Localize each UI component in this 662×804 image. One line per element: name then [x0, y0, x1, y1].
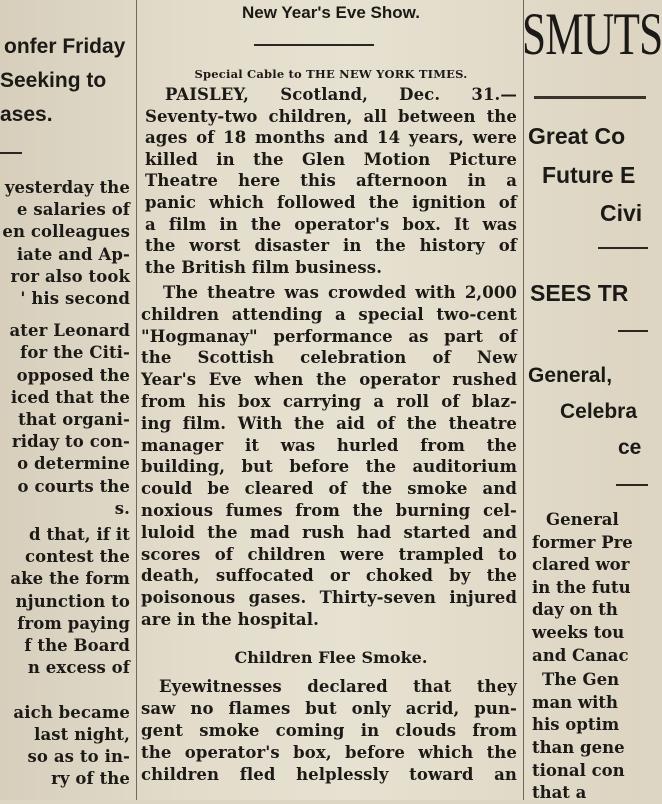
- column-rule-right: [523, 0, 524, 800]
- paragraph3-line: Eyewitnesses declared that they: [159, 677, 517, 696]
- right-banner-rule: [534, 96, 646, 99]
- right-head2: SEES TR: [530, 280, 629, 306]
- paragraph2-line: building, but before the auditorium: [141, 457, 517, 477]
- left-body-line: o courts the: [17, 476, 130, 496]
- right-body-line: General: [546, 510, 619, 529]
- paragraph1-line: PAISLEY, Scotland, Dec. 31.—: [165, 85, 517, 104]
- paragraph2-line: The theatre was crowded with 2,000: [163, 283, 517, 302]
- paragraph2-line: death, suffocated or choked by the: [141, 566, 517, 586]
- left-body-line: njunction to: [15, 591, 130, 611]
- left-body-line: so as to in-: [27, 747, 130, 766]
- right-body-line: man with: [532, 692, 618, 712]
- right-deck-line-2: Future E: [542, 162, 636, 188]
- right-deck-line-1: Great Co: [528, 123, 626, 149]
- left-body-line: ater Leonard: [9, 321, 130, 341]
- left-body-line: from paying: [17, 613, 130, 633]
- column-rule-left: [136, 0, 137, 800]
- middle-article: [141, 0, 521, 800]
- paragraph1-line: killed in the Glen Motion Picture: [145, 149, 517, 169]
- right-deck-line-3: Civi: [600, 200, 643, 226]
- right-deck2-line-2: Celebra: [560, 400, 638, 423]
- right-body-line: former Pre: [532, 532, 633, 552]
- left-body-line: ake the form: [10, 569, 130, 589]
- right-deck2-line-3: ce: [618, 436, 642, 459]
- paragraph2-line: noxious fumes from the burning cel-: [141, 501, 517, 520]
- paragraph2-line: Year's Eve when the operator rushed: [141, 370, 517, 390]
- right-head2-rule: [618, 330, 648, 332]
- right-body-line: and Canac: [532, 645, 629, 665]
- left-body-line: last night,: [34, 724, 130, 744]
- right-column: [522, 0, 662, 803]
- right-deck2-rule: [616, 484, 648, 486]
- left-headline-line-2: Seeking to: [0, 69, 107, 92]
- left-body-line: d that, if it: [28, 525, 130, 544]
- article-dateline: Special Cable to THE NEW YORK TIMES.: [194, 67, 468, 81]
- left-column: [0, 0, 132, 800]
- paragraph2-line: scores of children were trampled to: [141, 544, 517, 564]
- left-body-line: ry of the: [51, 769, 130, 789]
- paragraph2-line: poisonous gases. Thirty-seven injured: [141, 588, 517, 608]
- paragraph1-line: the worst disaster in the history of: [145, 236, 517, 256]
- right-body-line: The Gen: [542, 670, 620, 690]
- left-body-line: ' his second: [20, 289, 130, 308]
- paragraph3-line: saw no flames but only acrid, pun-: [141, 699, 517, 718]
- paragraph2-line: the Scottish celebration of New: [141, 348, 517, 368]
- left-body-line: n excess of: [27, 658, 130, 678]
- paragraph2-line: are in the hospital.: [141, 610, 319, 629]
- right-banner-headline: SMUTS: [522, 1, 662, 67]
- left-body-line: o determine: [17, 454, 130, 474]
- left-body-line: e salaries of: [16, 200, 130, 220]
- article-subhead: Children Flee Smoke.: [234, 648, 428, 667]
- left-body-line: iced that the: [10, 387, 130, 407]
- right-body-line: that a: [532, 783, 587, 803]
- paragraph2-line: from his box carrying a roll of blaz-: [141, 392, 517, 411]
- left-body-line: aich became: [13, 702, 130, 722]
- paragraph2-line: children attending a special two-cent: [141, 304, 517, 324]
- right-body-line: than gene: [532, 738, 625, 757]
- left-body-line: opposed the: [16, 365, 130, 385]
- paragraph2-line: could be cleared of the smoke and: [141, 479, 517, 499]
- paragraph1-line: a film in the operator's box. It was: [145, 214, 517, 234]
- right-body-line: clared wor: [532, 555, 630, 575]
- paragraph1-line: panic which followed the ignition of: [145, 193, 517, 212]
- paragraph3-line: children fled helplessly toward an: [141, 765, 517, 784]
- left-body-line: s.: [114, 498, 130, 518]
- left-body-line: contest the: [24, 547, 130, 567]
- paragraph3-line: gent smoke coming in clouds from: [141, 721, 517, 740]
- left-body-line: yesterday the: [4, 178, 130, 197]
- paragraph2-line: "Hogmanay" performance as part of: [141, 326, 517, 346]
- left-body-line: for the Citi-: [20, 343, 130, 363]
- paragraph1-line: ages of 18 months and 14 years, were: [145, 128, 517, 148]
- left-body-line: iate and Ap-: [16, 244, 130, 264]
- right-body-line: day on th: [532, 600, 618, 620]
- paragraph2-line: luloid the mad rush had started and: [141, 522, 517, 542]
- left-body-line: en colleagues: [2, 222, 130, 242]
- left-headline-line-1: onfer Friday: [4, 35, 126, 58]
- right-body-line: his optim: [532, 715, 620, 735]
- article-headline: New Year's Eve Show.: [242, 3, 420, 22]
- left-body-line: f the Board: [24, 636, 130, 655]
- paragraph1-line: Seventy-two children, all between the: [145, 106, 517, 126]
- left-body-line: riday to con-: [11, 432, 130, 452]
- right-body-line: tional con: [532, 760, 625, 780]
- left-body-line: that organi-: [18, 410, 130, 429]
- paragraph3-line: the operator's box, before which the: [141, 743, 517, 762]
- paragraph2-line: ing film. With the aid of the theatre: [141, 413, 517, 433]
- paragraph1-line: the British film business.: [145, 257, 383, 277]
- left-body-line: ror also took: [10, 266, 130, 286]
- right-deck2-line-1: General,: [528, 364, 613, 387]
- right-body-line: in the futu: [532, 577, 631, 597]
- paragraph2-line: manager it was hurled from the: [141, 435, 517, 455]
- right-body-line: weeks tou: [532, 623, 625, 642]
- left-headline-rule: [0, 152, 22, 154]
- paragraph1-line: Theatre here this afternoon in a: [145, 171, 517, 191]
- headline-rule: [254, 44, 374, 46]
- right-deck-rule: [598, 247, 648, 249]
- left-headline-line-3: ases.: [0, 103, 53, 126]
